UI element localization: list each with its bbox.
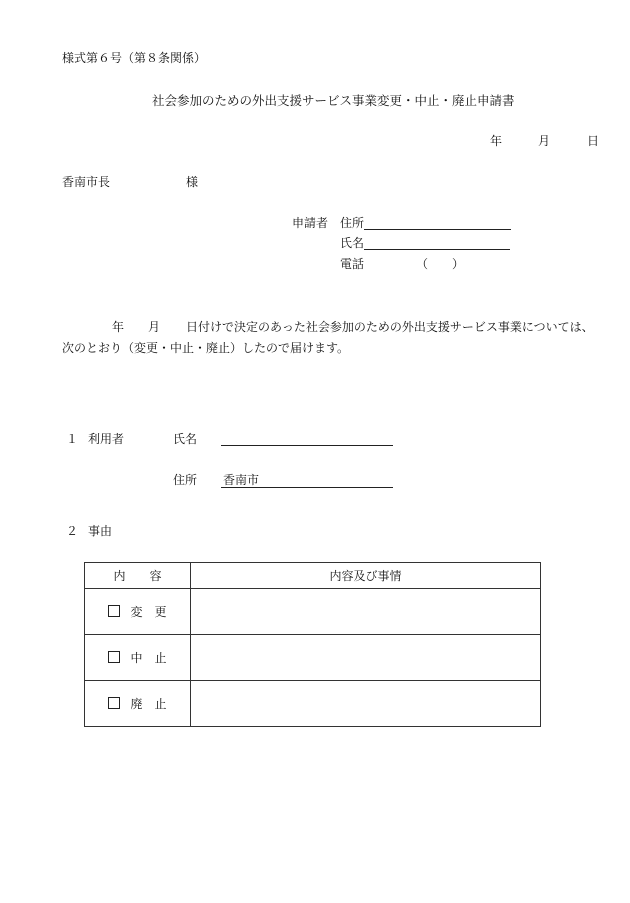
user-address-label: 住所 <box>173 473 198 487</box>
option-change-cell[interactable] <box>85 589 191 635</box>
abolish-details-field[interactable] <box>191 681 541 727</box>
applicant-label: 申請者 <box>292 216 329 230</box>
option-suspend-cell[interactable] <box>85 635 191 681</box>
addressee-name: 香南市長 <box>62 175 111 189</box>
table-header-details: 内容及び事情 <box>191 563 541 589</box>
option-suspend-label: 中 止 <box>130 651 167 665</box>
section2-number: ２ <box>66 524 79 538</box>
table-row <box>85 635 541 681</box>
applicant-address-field[interactable] <box>364 229 511 230</box>
date-day-label: 日 <box>587 134 600 148</box>
option-abolish-label: 廃 止 <box>130 697 167 711</box>
applicant-phone-label: 電話 <box>340 257 365 271</box>
option-abolish-cell[interactable] <box>85 681 191 727</box>
user-name-label: 氏名 <box>173 432 198 446</box>
section1-label: 利用者 <box>88 432 125 446</box>
checkbox-icon[interactable] <box>108 651 120 663</box>
body-line2-text: 次のとおり（変更・中止・廃止）したので届けます。 <box>62 341 350 355</box>
user-address-field[interactable] <box>221 487 393 488</box>
checkbox-icon[interactable] <box>108 605 120 617</box>
date-month-label: 月 <box>538 134 551 148</box>
reason-table <box>84 562 541 727</box>
date-year-label: 年 <box>490 134 503 148</box>
user-address-prefix: 香南市 <box>223 473 260 487</box>
applicant-address-label: 住所 <box>340 216 365 230</box>
section1-number: １ <box>66 432 79 446</box>
addressee-honorific: 様 <box>186 175 199 189</box>
option-change-label: 変 更 <box>130 605 167 619</box>
body-year-label: 年 <box>112 320 125 334</box>
form-number: 様式第６号（第８条関係） <box>62 51 207 65</box>
change-details-field[interactable] <box>191 589 541 635</box>
table-header-row <box>85 563 541 589</box>
form-title: 社会参加のための外出支援サービス事業変更・中止・廃止申請書 <box>152 93 515 108</box>
applicant-phone-field[interactable]: （ ） <box>416 257 465 271</box>
table-row <box>85 681 541 727</box>
applicant-name-field[interactable] <box>364 249 510 250</box>
user-name-field[interactable] <box>221 445 393 446</box>
checkbox-icon[interactable] <box>108 697 120 709</box>
section2-label: 事由 <box>88 524 113 538</box>
table-row <box>85 589 541 635</box>
body-line1-text: 日付けで決定のあった社会参加のための外出支援サービス事業については、 <box>186 320 594 334</box>
body-month-label: 月 <box>148 320 161 334</box>
suspend-details-field[interactable] <box>191 635 541 681</box>
applicant-name-label: 氏名 <box>340 236 365 250</box>
table-header-content: 内 容 <box>85 563 191 589</box>
